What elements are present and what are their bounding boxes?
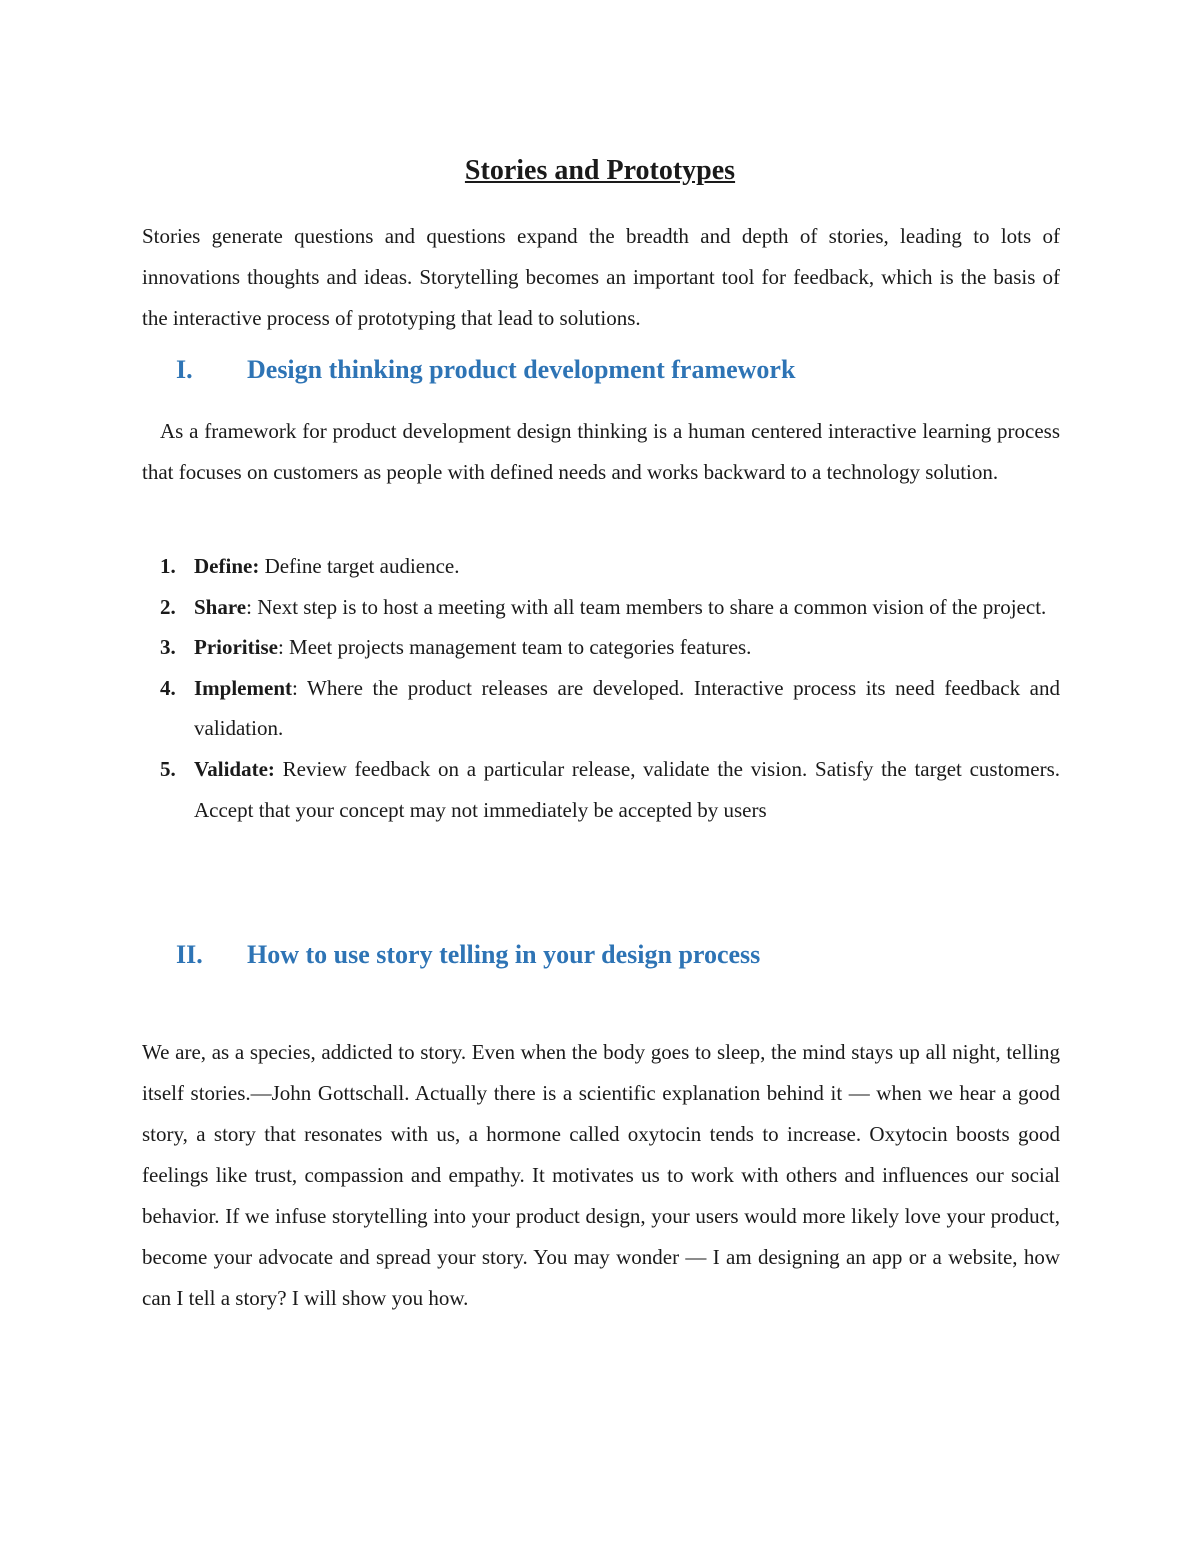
steps-list	[160, 546, 1060, 830]
section-heading-text: Design thinking product development framework	[247, 355, 796, 384]
list-item-number: 1.	[160, 554, 176, 578]
list-item	[160, 749, 1060, 830]
section-number: II.	[176, 940, 203, 969]
section-heading-text: How to use story telling in your design process	[247, 940, 761, 969]
list-item-term: Validate:	[194, 756, 275, 781]
list-item	[160, 627, 1060, 668]
list-item-term: Share	[194, 594, 247, 619]
list-item-number: 2.	[160, 594, 176, 619]
list-item	[160, 546, 1060, 587]
list-item	[160, 587, 1060, 628]
list-item-number: 3.	[160, 635, 176, 660]
page-title: Stories and Prototypes	[464, 155, 736, 186]
list-item-term: Define:	[194, 554, 260, 578]
intro-paragraph: Stories generate questions and questions expand the breadth and depth of stories, leading to lots of innovations thoughts and ideas. Storytelling becomes an important tool for feedback, which is the basis of the interactive process of prototyping that lead to solutions.	[142, 224, 1060, 330]
list-item-text: Review feedback on a particular release, validate the vision. Satisfy the target customers. Accept that your concept may not immediately be accepted by users	[194, 756, 1060, 822]
list-item-term: Implement	[194, 675, 292, 700]
section-number: I.	[176, 355, 193, 384]
list-item-text: Define target audience.	[259, 554, 460, 578]
list-item-text: : Where the product releases are developed. Interactive process its need feedback and validation.	[194, 675, 1060, 741]
list-item-number: 5.	[160, 756, 176, 781]
list-item-number: 4.	[160, 675, 176, 700]
framework-paragraph: As a framework for product development design thinking is a human centered interactive learning process that focuses on customers as people with defined needs and works backward to a technology solution.	[142, 419, 1060, 484]
list-item	[160, 668, 1060, 749]
list-item-text: : Next step is to host a meeting with all team members to share a common vision of the project.	[246, 594, 1047, 619]
list-item-text: : Meet projects management team to categories features.	[277, 635, 752, 660]
section-heading-framework	[176, 355, 795, 385]
section-heading-storytelling	[176, 940, 760, 970]
list-item-term: Prioritise	[194, 635, 278, 660]
storytelling-paragraph: We are, as a species, addicted to story. Even when the body goes to sleep, the mind stays up all night, telling itself stories.—John Gottschall. Actually there is a scientific explanation behind it — when we hear a good story, a story that resonates with us, a hormone called oxytocin tends to increase. Oxytocin boosts good feelings like trust, compassion and empathy. It motivates us to work with others and influences our social behavior. If we infuse storytelling into your product design, your users would more likely love your product, become your advocate and spread your story. You may wonder — I am designing an app or a website, how can I tell a story? I will show you how.	[142, 1040, 1060, 1310]
